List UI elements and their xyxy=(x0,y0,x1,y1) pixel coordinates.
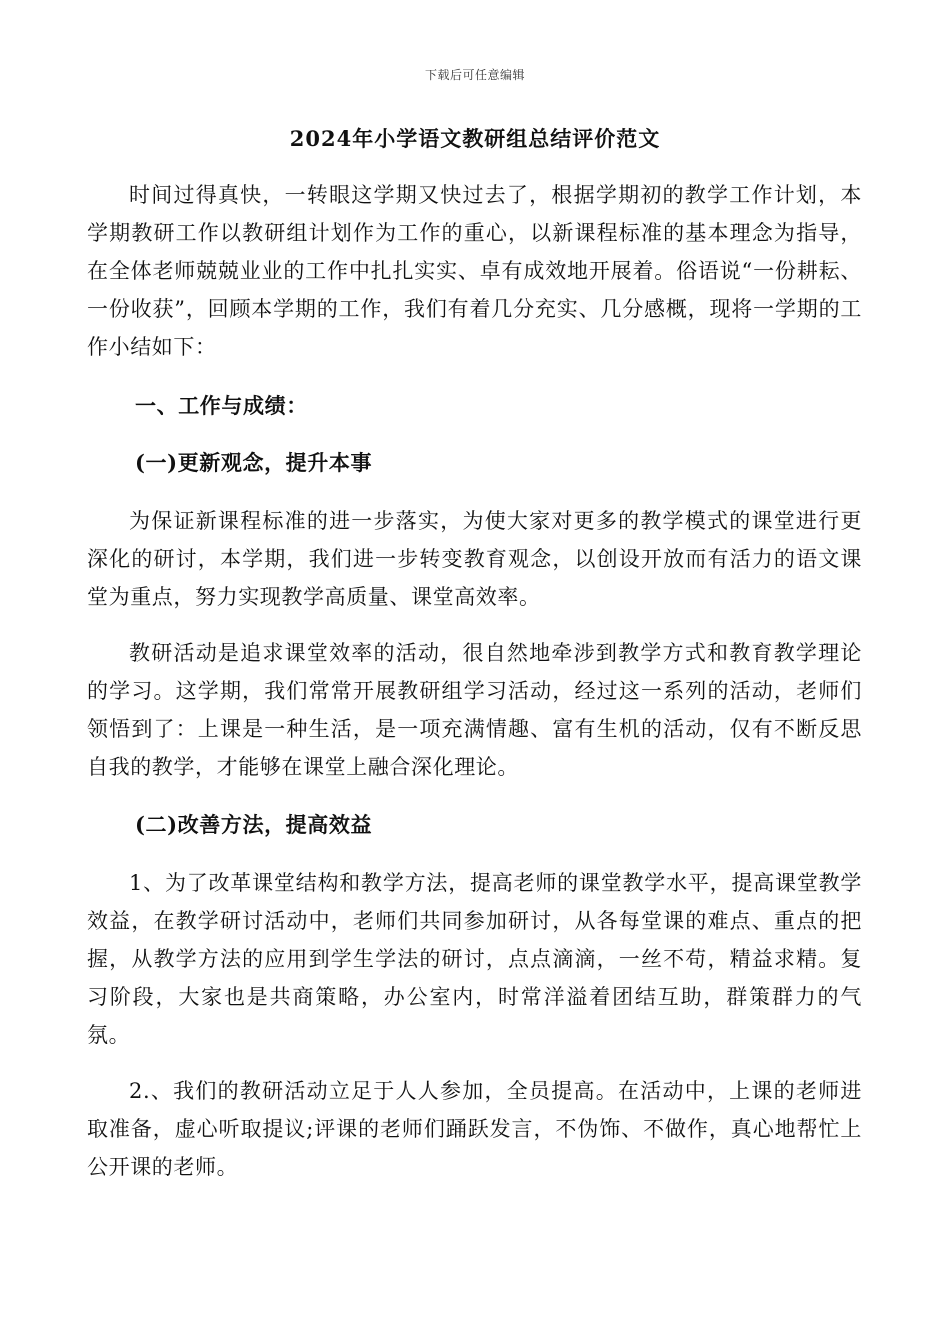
paragraph-4: 2.、我们的教研活动立足于人人参加，全员提高。在活动中，上课的老师进取准备，虚心听取提议;评课的老师们踊跃发言，不伪饰、不做作，真心地帮忙上公开课的老师。 xyxy=(87,1079,862,1179)
section-heading-1: 一、工作与成绩： xyxy=(135,393,308,418)
subsection-heading-1: (一)更新观念，提升本事 xyxy=(135,450,373,475)
paragraph-1: 为保证新课程标准的进一步落实，为使大家对更多的教学模式的课堂进行更深化的研讨，本学期，我们进一步转变教育观念，以创设开放而有活力的语文课堂为重点，努力实现教学高质量、课堂高效率。 xyxy=(87,509,862,609)
paragraph-3: 1、为了改革课堂结构和教学方法，提高老师的课堂教学水平，提高课堂教学效益，在教学研讨活动中，老师们共同参加研讨，从各每堂课的难点、重点的把握，从教学方法的应用到学生学法的研讨，点点滴滴，一丝不苟，精益求精。复习阶段，大家也是共商策略，办公室内，时常洋溢着团结互助，群策群力的气氛。 xyxy=(87,871,862,1047)
header-note: 下载后可任意编辑 xyxy=(424,68,525,82)
document-title: 2024年小学语文教研组总结评价范文 xyxy=(289,126,661,151)
paragraph-2: 教研活动是追求课堂效率的活动，很自然地牵涉到教学方式和教育教学理论的学习。这学期，我们常常开展教研组学习活动，经过这一系列的活动，老师们领悟到了：上课是一种生活，是一项充满情趣、富有生机的活动，仅有不断反思自我的教学，才能够在课堂上融合深化理论。 xyxy=(87,641,862,779)
intro-paragraph: 时间过得真快，一转眼这学期又快过去了，根据学期初的教学工作计划，本学期教研工作以教研组计划作为工作的重心，以新课程标准的基本理念为指导，在全体老师兢兢业业的工作中扎扎实实、卓有成效地开展着。俗语说“一份耕耘、一份收获”，回顾本学期的工作，我们有着几分充实、几分感概，现将一学期的工作小结如下： xyxy=(87,183,862,359)
subsection-heading-2: (二)改善方法，提高效益 xyxy=(135,812,373,837)
